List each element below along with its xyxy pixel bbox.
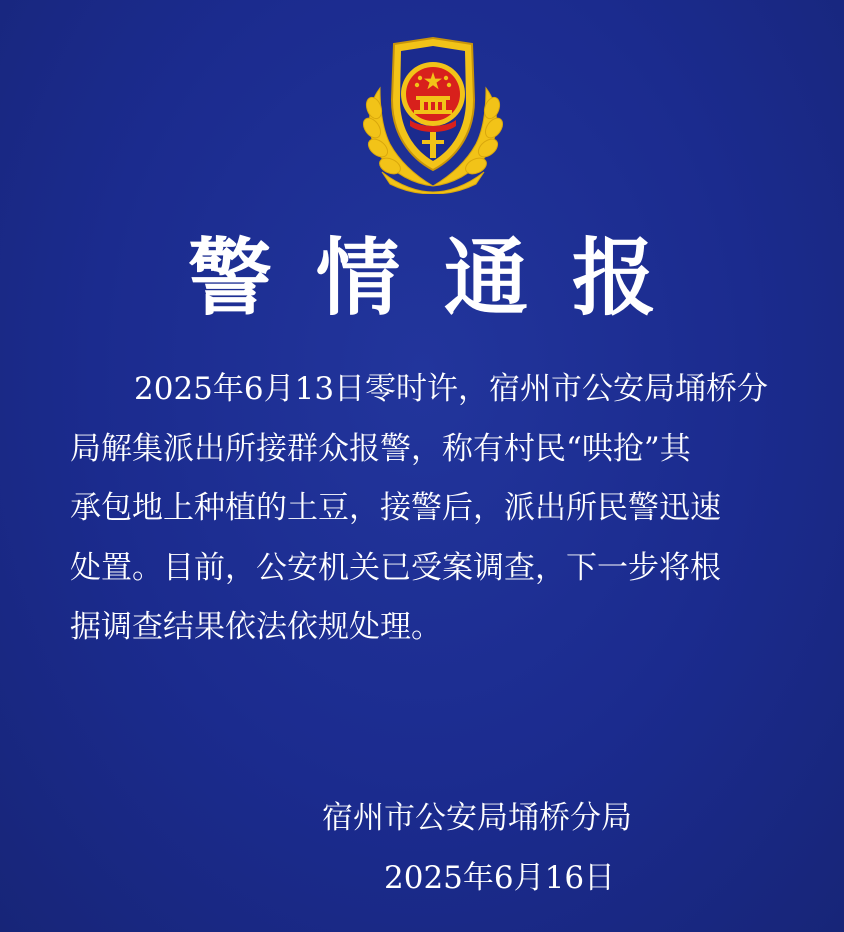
police-emblem-icon [360, 36, 506, 194]
body-line: 局解集派出所接群众报警，称有村民“哄抢”其 [70, 430, 691, 467]
page-title: 警情通报 [187, 229, 700, 327]
body-line: 处置。目前，公安机关已受案调查，下一步将根 [70, 549, 721, 586]
notice-body [70, 360, 800, 658]
issuer-signature: 宿州市公安局埇桥分局 [322, 800, 632, 836]
body-line: 承包地上种植的土豆，接警后，派出所民警迅速 [70, 490, 721, 526]
issue-date: 2025年6月16日 [384, 860, 616, 896]
body-line: 据调查结果依法依规处理。 [70, 609, 442, 645]
body-line: 2025年6月13日零时许，宿州市公安局埇桥分 [134, 371, 769, 407]
